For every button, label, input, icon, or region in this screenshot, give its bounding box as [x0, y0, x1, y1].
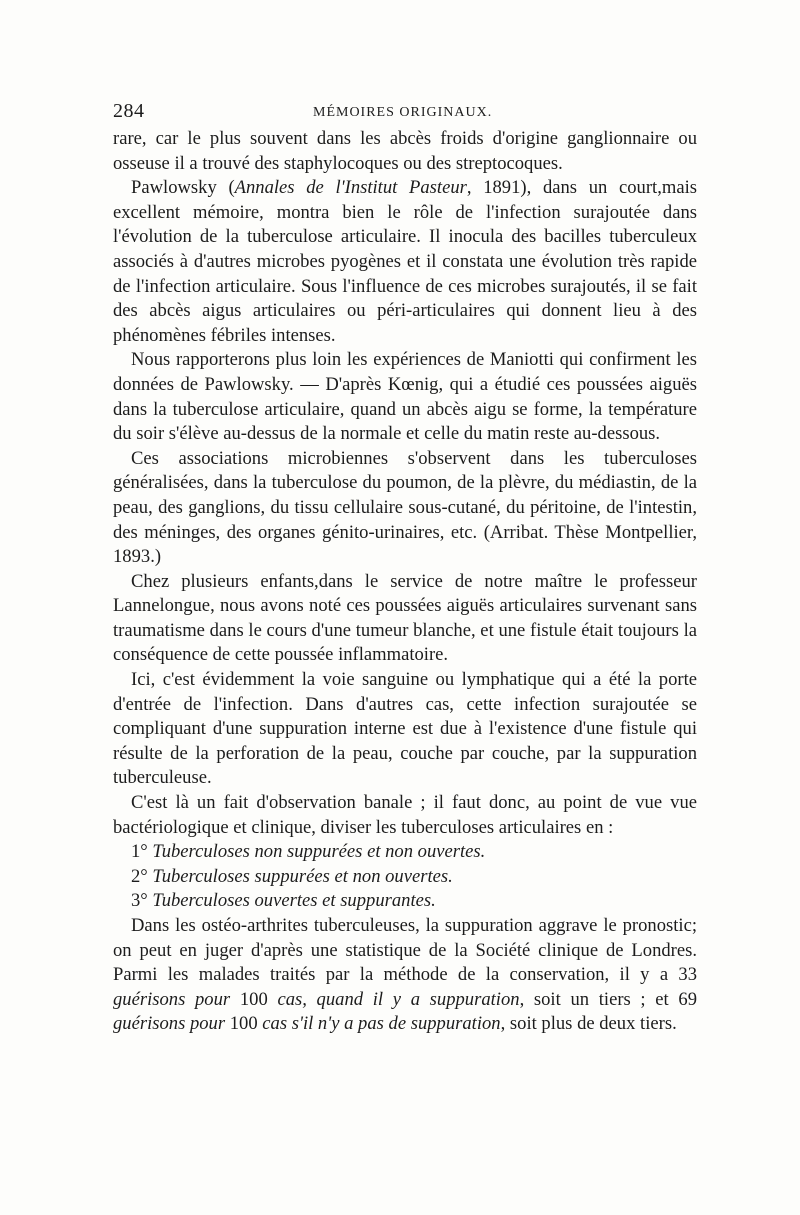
stat-count: 100: [229, 1013, 258, 1035]
stat-count: 100: [239, 988, 268, 1010]
paragraph-text: , soit un tiers ; et 69: [519, 988, 697, 1010]
list-item: [113, 889, 697, 914]
paragraph: rare, car le plus souvent dans les abcès froids d'origine ganglionnaire ou osseuse il a trouvé des staphylocoques ou des streptocoques.: [113, 128, 697, 174]
stat-number: 33: [678, 964, 698, 986]
stat-tail: cas s'il n'y a pas de suppuration: [262, 1013, 501, 1035]
page-number: 284: [113, 100, 145, 122]
page-header: [113, 100, 693, 126]
list-item: [113, 865, 697, 890]
paragraph-text: dans un court,mais excellent mémoire, montra bien le rôle de l'infection surajoutée dans l'évolution de la tuberculose articulaire. Il inocula des bacilles tuberculeux associés à d'autres microbes pyogènes et il constata une évolution très rapide de l'infection articulaire. Sous l'influence de ces microbes surajoutés, il se fait des abcès aigus articulaires ou péri-articulaires qui donnent lieu à des phénomènes fébriles intenses.: [113, 177, 697, 346]
stat-tail: cas, quand il y a suppuration: [277, 988, 520, 1010]
paragraph: [113, 176, 697, 348]
author-citation: Pawlowsky (: [131, 177, 235, 199]
list-item-number: 2°: [131, 865, 148, 887]
paragraph: Ici, c'est évidemment la voie sanguine ou lymphatique qui a été la porte d'entrée de l'infection. Dans d'autres cas, cette infection surajoutée se compliquant d'une suppuration interne est due à l'existence d'une fistule qui résulte de la perforation de la peau, couche par couche, par la suppuration tuberculeuse.: [113, 669, 697, 789]
paragraph-text: , soit plus de deux tiers.: [500, 1013, 677, 1035]
body-text: [113, 127, 697, 1037]
list-item-text: Tuberculoses suppurées et non ouvertes.: [152, 865, 453, 887]
paragraph: C'est là un fait d'observation banale ; il faut donc, au point de vue vue bactériologique et clinique, diviser les tuberculoses articulaires en :: [113, 792, 697, 838]
paragraph: Chez plusieurs enfants,dans le service de notre maître le professeur Lannelongue, nous avons noté ces poussées aiguës articulaires survenant sans traumatisme dans le cours d'une tumeur blanche, et une fistule était toujours la conséquence de cette poussée inflammatoire.: [113, 570, 697, 666]
list-item-text: Tuberculoses non suppurées et non ouvertes.: [152, 841, 486, 863]
running-head: MÉMOIRES ORIGINAUX.: [313, 105, 493, 120]
paragraph-text: Dans les ostéo-arthrites tuberculeuses, la suppuration aggrave le pronostic; on peut en juger d'après une statistique de la Société clinique de Londres. Parmi les malades traités par la méthode de la conservation, il y a: [113, 915, 697, 986]
journal-title: Annales de l'Institut Pasteur: [234, 177, 467, 199]
stat-text: guérisons pour: [113, 988, 231, 1010]
list-item-number: 3°: [131, 890, 148, 912]
paragraph: Nous rapporterons plus loin les expériences de Maniotti qui confirment les données de Pawlowsky. — D'après Kœnig, qui a étudié ces poussées aiguës dans la tuberculose articulaire, quand un abcès aigu se forme, la température du soir s'élève au-dessus de la normale et celle du matin reste au-dessous.: [113, 349, 697, 445]
citation-year: , 1891),: [466, 177, 543, 199]
stat-text: guérisons pour: [113, 1013, 226, 1035]
list-item-text: Tuberculoses ouvertes et suppurantes.: [152, 890, 436, 912]
paragraph: Ces associations microbiennes s'observent dans les tuberculoses généralisées, dans la tuberculose du poumon, de la plèvre, du médiastin, de la peau, des ganglions, du tissu cellulaire sous-cutané, du péritoine, de l'intestin, des méninges, des organes génito-urinaires, etc. (Arribat. Thèse Montpellier, 1893.): [113, 447, 697, 568]
list-item-number: 1°: [131, 841, 148, 863]
list-item: [113, 840, 697, 865]
paragraph: [113, 914, 697, 1037]
